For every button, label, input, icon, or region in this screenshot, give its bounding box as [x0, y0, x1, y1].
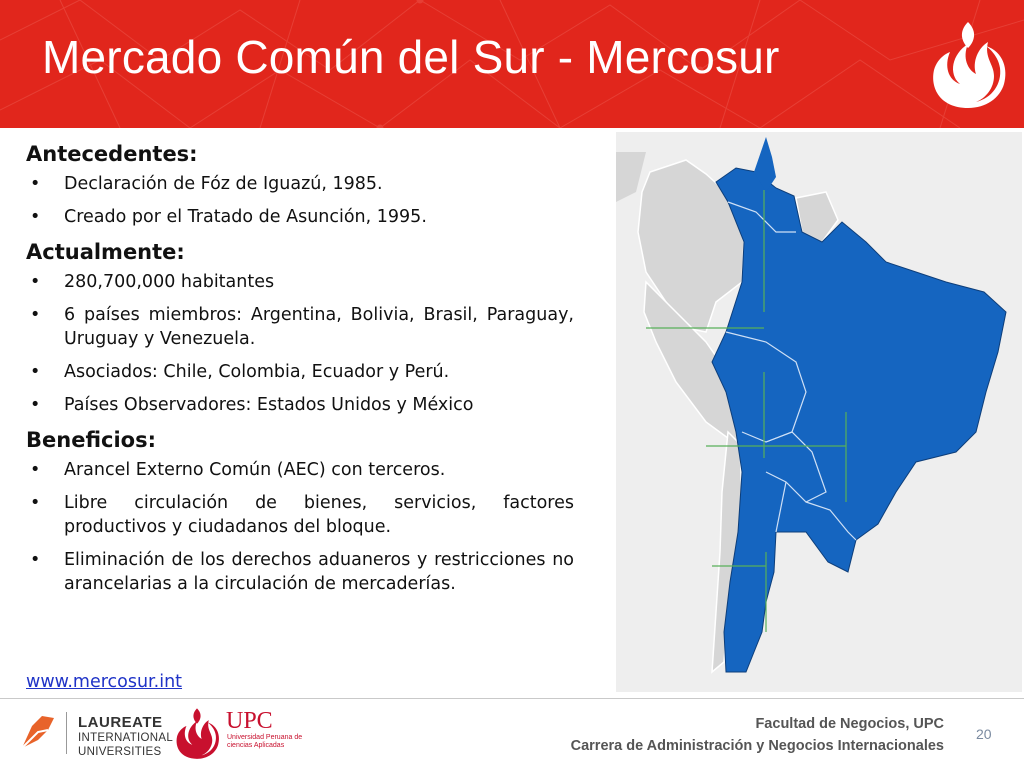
list-item: • Países Observadores: Estados Unidos y México [26, 393, 574, 417]
slide-body [26, 140, 574, 605]
laureate-line1: LAUREATE [78, 714, 163, 731]
upc-flame-icon [928, 18, 1008, 110]
page-number: 20 [976, 726, 992, 742]
footer-career: Carrera de Administración y Negocios Internacionales [570, 738, 944, 754]
list-item: • Creado por el Tratado de Asunción, 1995. [26, 205, 574, 229]
list-item: • Declaración de Fóz de Iguazú, 1985. [26, 172, 574, 196]
list-item: • 280,700,000 habitantes [26, 270, 574, 294]
footer-divider [0, 698, 1024, 699]
upc-subtitle: Universidad Peruana de ciencias Aplicadas [227, 734, 303, 749]
list-item: • Asociados: Chile, Colombia, Ecuador y Perú. [26, 360, 574, 384]
list-item: • Arancel Externo Común (AEC) con terceros. [26, 458, 574, 482]
list-item: • 6 países miembros: Argentina, Bolivia, Brasil, Paraguay, Uruguay y Venezuela. [26, 303, 574, 351]
heading-antecedentes: Antecedentes: [26, 142, 198, 166]
list-item: • Eliminación de los derechos aduaneros y restricciones no arancelarias a la circulación de mercaderías. [26, 548, 574, 596]
upc-small-flame-icon [172, 706, 222, 760]
upc-wordmark: UPC [226, 708, 273, 734]
laureate-leaf-icon [18, 712, 58, 752]
heading-actualmente: Actualmente: [26, 240, 185, 264]
south-america-map [616, 132, 1022, 692]
laureate-line2: INTERNATIONAL [78, 732, 174, 744]
slide-title: Mercado Común del Sur - Mercosur [42, 31, 780, 83]
footer-faculty: Facultad de Negocios, UPC [755, 716, 944, 732]
list-antecedentes [26, 172, 574, 229]
laureate-logo [78, 714, 173, 759]
footer-separator [66, 712, 67, 754]
laureate-line3: UNIVERSITIES [78, 746, 162, 758]
list-beneficios [26, 458, 574, 596]
list-actualmente [26, 270, 574, 417]
header-banner [0, 0, 1024, 128]
list-item: • Libre circulación de bienes, servicios, factores productivos y ciudadanos del bloque. [26, 491, 574, 539]
mercosur-link[interactable]: www.mercosur.int [26, 672, 183, 692]
heading-beneficios: Beneficios: [26, 428, 156, 452]
